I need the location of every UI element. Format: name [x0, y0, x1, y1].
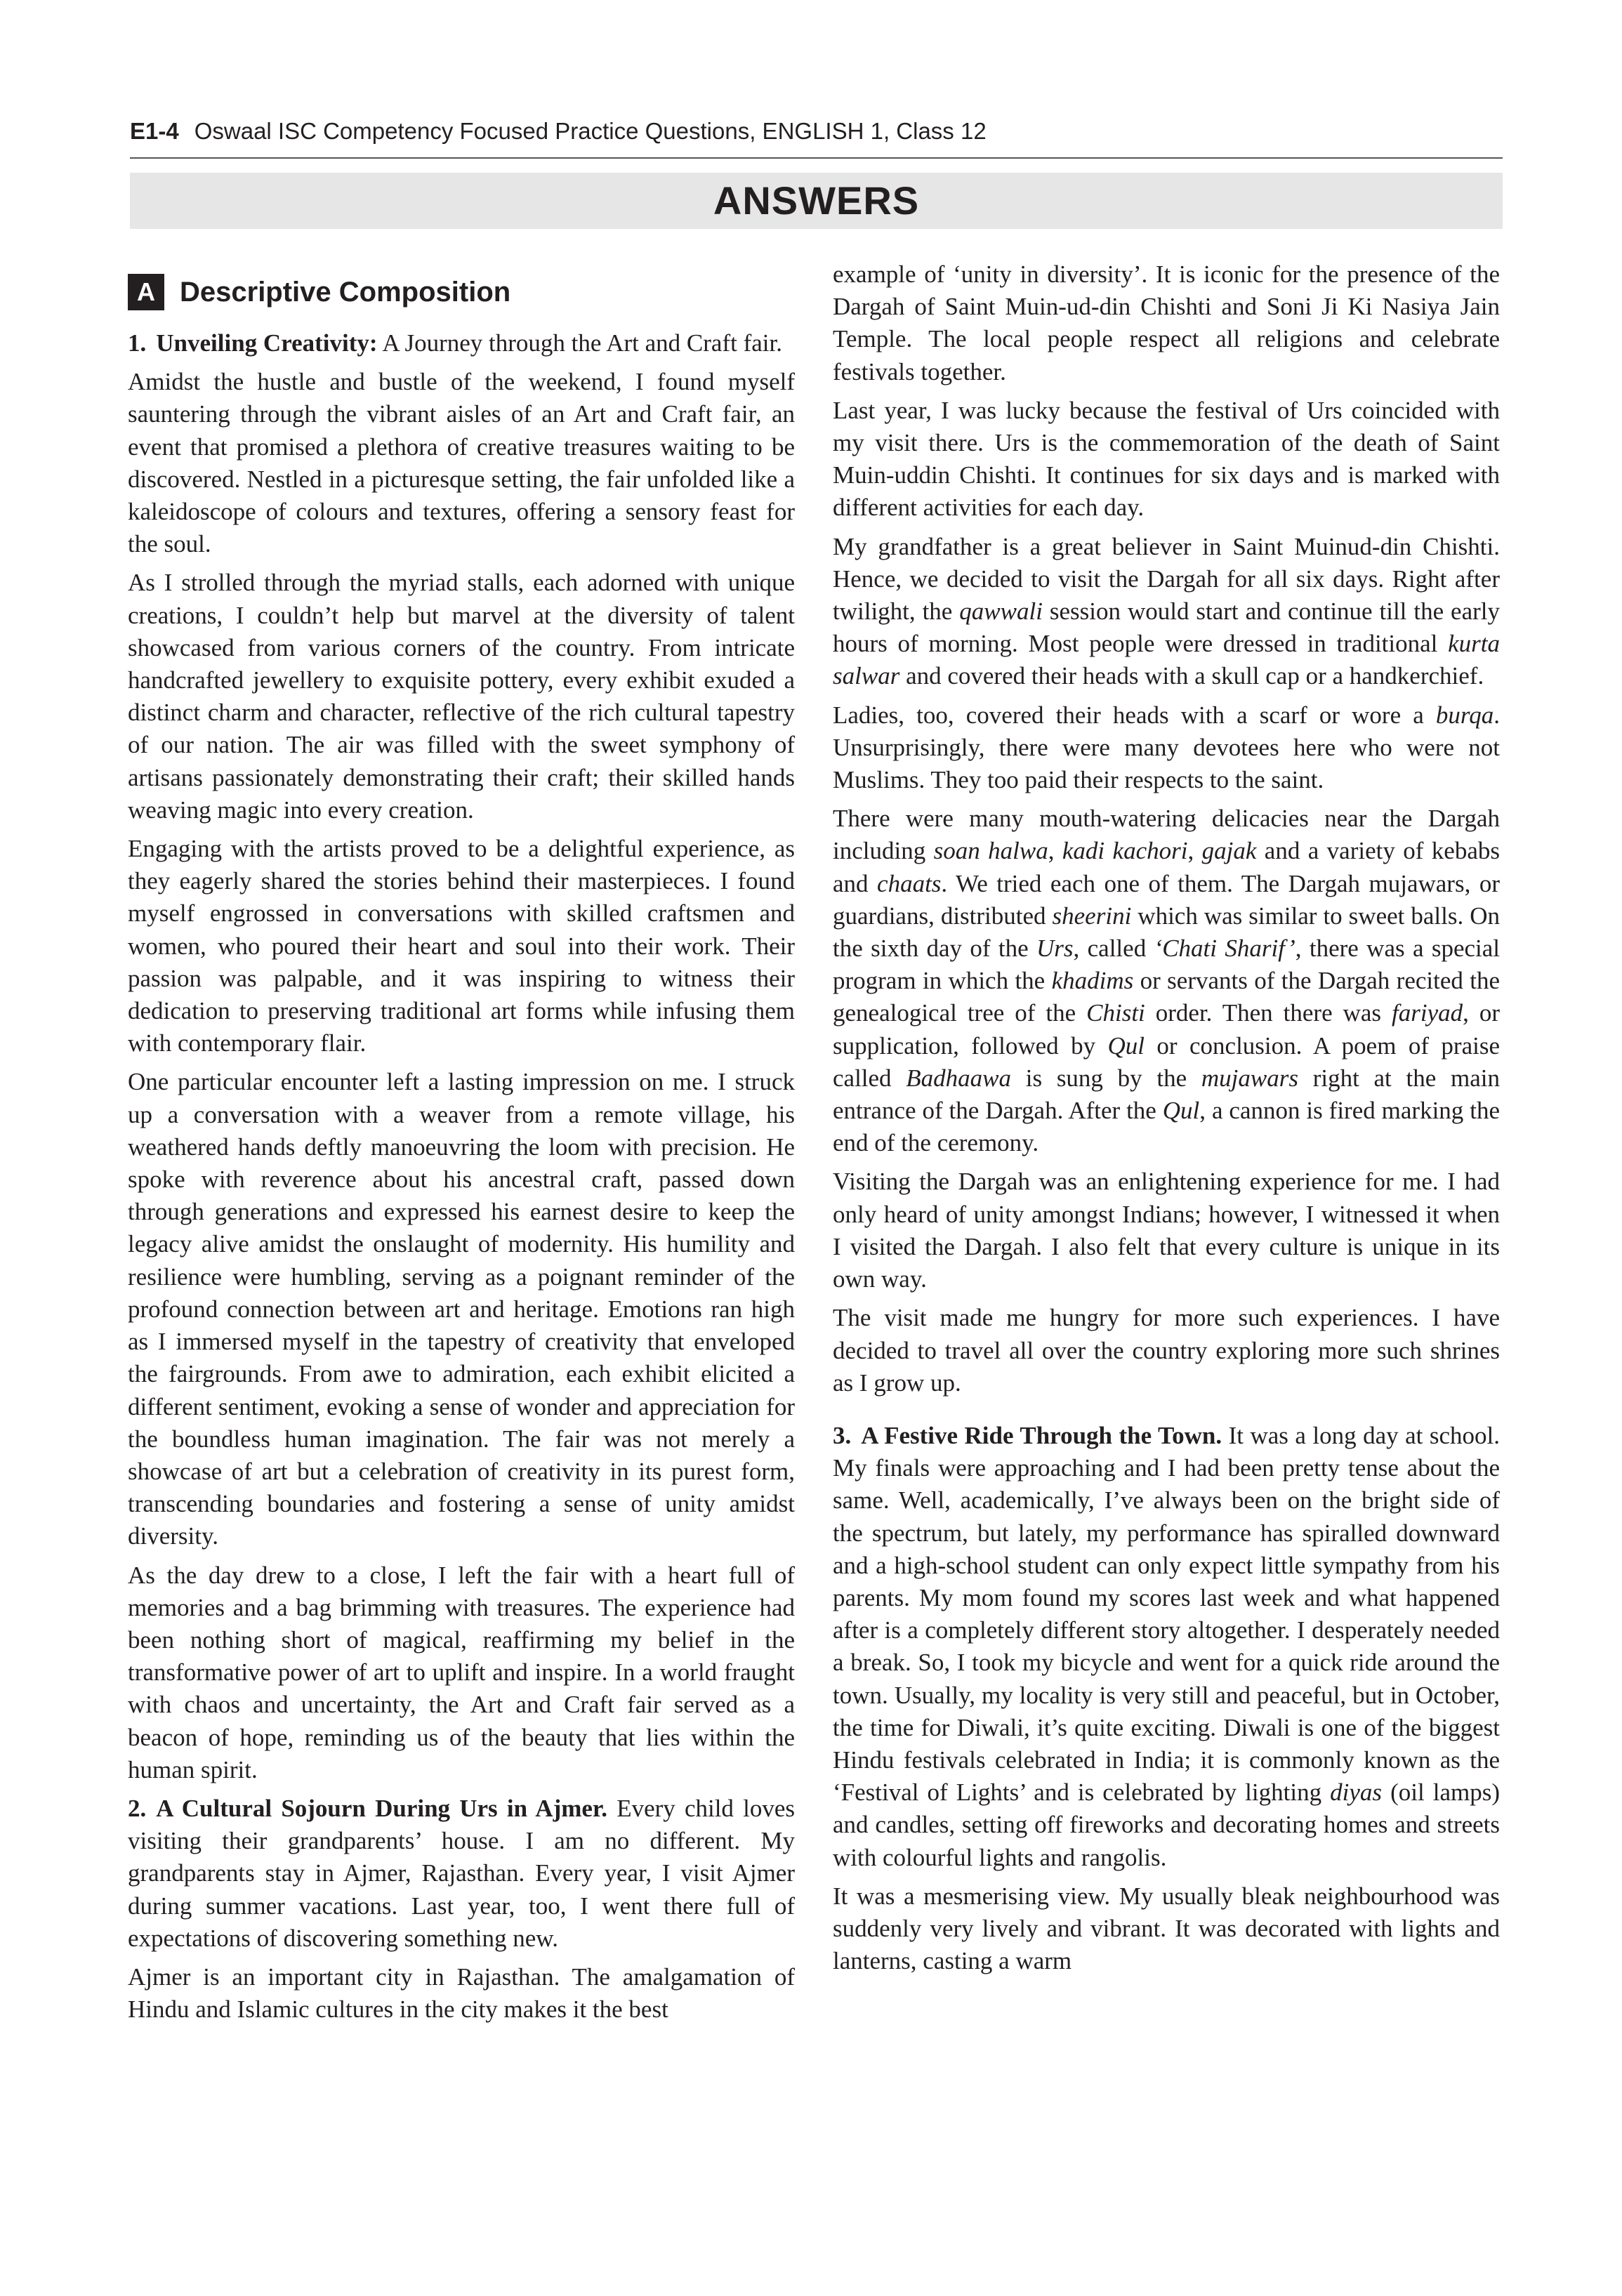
page-code: E1-4	[130, 118, 179, 144]
text-run: session would start and continue till the early hours of morning. Most people were dressed in traditional	[833, 598, 1500, 658]
italic-term: soan halwa	[933, 837, 1048, 865]
italic-term: fariyad	[1392, 999, 1463, 1027]
text-run: , or supplication, followed by	[833, 999, 1501, 1060]
text-run: . We tried each one of them. The Dargah mujawars, or guardians, distributed	[833, 869, 1500, 930]
q1-subtitle: A Journey through the Art and Craft fair.	[377, 329, 782, 357]
q2-number: 2.	[128, 1794, 147, 1822]
text-run: ,	[1187, 837, 1202, 865]
italic-term: chaats	[877, 869, 942, 897]
paragraph: Ajmer is an important city in Rajasthan. The amalgamation of Hindu and Islamic cultures in the city makes it the best	[128, 1962, 795, 2024]
paragraph	[833, 531, 1500, 693]
paragraph: Engaging with the artists proved to be a delightful experience, as they eagerly shared the stories behind their masterpieces. I found myself engrossed in conversations with skilled craftsmen and women, who poured their heart and soul into their work. Their passion was palpable, and it was inspiring to witness their dedication to preserving traditional art forms while infusing them with contemporary flair.	[128, 835, 795, 1057]
section-title: Descriptive Composition	[180, 276, 511, 308]
text-run: Ladies, too, covered their heads with a scarf or wore a	[833, 701, 1436, 729]
text-run: , there was a special program in which the	[833, 935, 1500, 995]
italic-term: ‘Chati Sharif’	[1154, 935, 1295, 963]
answers-band	[130, 173, 1503, 229]
text-run: It was a long day at school. My finals were approaching and I had been pretty tense about the same. Well, academically, I’ve always been on the bright side of the spectrum, but lately, my performance has spiralled downward and a high-school student can only expect little sympathy from his parents. My mom found my scores last week and what happened after is a completely different story altogether. I desperately needed a break. So, I took my bicycle and went for a quick ride around the town. Usually, my locality is very still and peaceful, but in October, the time for Diwali, it’s quite exciting. Diwali is one of the biggest Hindu festivals celebrated in India; it is commonly known as the ‘Festival of Lights’ and is celebrated by lighting	[833, 1421, 1500, 1807]
section-heading	[128, 272, 795, 312]
text-run: order. Then there was	[1145, 999, 1392, 1027]
text-run: and a variety of kebabs and	[833, 837, 1500, 897]
italic-term: Qul	[1162, 1097, 1200, 1125]
q2-title: A Cultural Sojourn During Urs in Ajmer.	[156, 1794, 607, 1822]
right-column	[833, 258, 1500, 1984]
answers-heading: ANSWERS	[713, 178, 920, 223]
paragraph	[833, 803, 1500, 1159]
italic-term: Chisti	[1086, 999, 1145, 1027]
section-badge: A	[128, 274, 164, 310]
text-run: ,	[1048, 837, 1062, 865]
italic-term: kurta salwar	[833, 630, 1500, 690]
italic-term: sheerini	[1052, 902, 1132, 930]
q3-title: A Festive Ride Through the Town.	[861, 1421, 1222, 1449]
text-run: is sung by the	[1011, 1064, 1201, 1092]
paragraph: Last year, I was lucky because the festival of Urs coincided with my visit there. Urs is the commemoration of the death of Saint Muin-uddin Chishti. It continues for six days and is marked with different activities for each day.	[833, 396, 1500, 522]
paragraph: As the day drew to a close, I left the fair with a heart full of memories and a bag brimming with treasures. The experience had been nothing short of magical, reaffirming my belief in the transformative power of art to uplift and inspire. In a world fraught with chaos and uncertainty, the Art and Craft fair served as a beacon of hope, reminding us of the beauty that lies within the human spirit.	[128, 1561, 795, 1783]
text-run: , a cannon is fired marking the end of the ceremony.	[833, 1097, 1500, 1157]
q1-number: 1.	[128, 329, 147, 357]
paragraph: As I strolled through the myriad stalls, each adorned with unique creations, I couldn’t help but marvel at the diversity of talent showcased from various corners of the country. From intricate handcrafted jewellery to exquisite pottery, every exhibit exuded a distinct charm and character, reflective of the rich cultural tapestry of our nation. The air was filled with the sweet symphony of artisans passionately demonstrating their craft; their skilled hands weaving magic into every creation.	[128, 569, 795, 824]
paragraph: One particular encounter left a lasting impression on me. I struck up a conversation with a weaver from a remote village, his weathered hands deftly manoeuvring the loom with precision. He spoke with reverence about his ancestral craft, passed down through generations and expressed his earnest desire to keep the legacy alive amidst the onslaught of modernity. His humility and resilience were humbling, serving as a poignant reminder of the profound connection between art and heritage. Emotions ran high as I immersed myself in the tapestry of creativity that enveloped the fairgrounds. From awe to admiration, each exhibit elicited a different sentiment, evoking a sense of wonder and appreciation for the boundless human imagination. The fair was not merely a showcase of art but a celebration of creativity in its purest form, transcending boundaries and fostering a sense of unity amidst diversity.	[128, 1068, 795, 1550]
text-run: right at the main entrance of the Dargah. After the	[833, 1064, 1500, 1125]
text-run: My grandfather is a great believer in Saint Muinud-din Chishti. Hence, we decided to visit the Dargah for all six days. Right after twilight, the	[833, 532, 1500, 626]
paragraph: Amidst the hustle and bustle of the weekend, I found myself sauntering through the vibrant aisles of an Art and Craft fair, an event that promised a plethora of creative treasures waiting to be discovered. Nestled in a picturesque setting, the fair unfolded like a kaleidoscope of colours and textures, offering a sensory feast for the soul.	[128, 368, 795, 558]
running-header	[130, 118, 1503, 159]
left-column	[128, 272, 795, 2032]
spacer	[833, 1406, 1500, 1420]
book-title: Oswaal ISC Competency Focused Practice Questions, ENGLISH 1, Class 12	[194, 118, 987, 144]
paragraph: Visiting the Dargah was an enlightening experience for me. I had only heard of unity amongst Indians; however, I witnessed it when I visited the Dargah. I also felt that every culture is unique in its own way.	[833, 1168, 1500, 1293]
text-run: or conclusion. A poem of praise called	[833, 1031, 1500, 1092]
italic-term: mujawars	[1201, 1064, 1298, 1092]
paragraph: It was a mesmerising view. My usually bleak neighbourhood was suddenly very lively and vibrant. It was decorated with lights and lanterns, casting a warm	[833, 1882, 1500, 1975]
italic-term: Qul	[1107, 1031, 1145, 1060]
question-2	[128, 1793, 795, 1955]
italic-term: Urs	[1036, 935, 1074, 963]
q3-number: 3.	[833, 1421, 852, 1449]
paragraph	[833, 699, 1500, 797]
italic-term: Badhaawa	[906, 1064, 1012, 1092]
text-run: which was similar to sweet balls. On the sixth day of the	[833, 902, 1501, 963]
italic-term: diyas	[1330, 1779, 1383, 1807]
text-run: There were many mouth-watering delicacies near the Dargah including	[833, 805, 1500, 865]
italic-term: gajak	[1201, 837, 1257, 865]
italic-term: kadi kachori	[1062, 837, 1188, 865]
text-run: , called	[1073, 935, 1154, 963]
paragraph: example of ‘unity in diversity’. It is iconic for the presence of the Dargah of Saint Muin-ud-din Chishti and Soni Ji Ki Nasiya Jain Temple. The local people respect all religions and celebrate festivals together.	[833, 260, 1500, 385]
question-1	[128, 327, 795, 359]
question-3	[833, 1420, 1500, 1874]
text-run: (oil lamps) and candles, setting off fireworks and decorating homes and streets with colourful lights and rangolis.	[833, 1779, 1500, 1871]
italic-term: qawwali	[959, 598, 1043, 626]
italic-term: burqa	[1435, 701, 1494, 729]
text-run: . Unsurprisingly, there were many devotees here who were not Muslims. They too paid their respects to the saint.	[833, 701, 1500, 794]
italic-term: khadims	[1051, 967, 1134, 995]
text-run: and covered their heads with a skull cap or a handkerchief.	[899, 662, 1484, 690]
text-run: or servants of the Dargah recited the genealogical tree of the	[833, 967, 1501, 1027]
paragraph: The visit made me hungry for more such experiences. I have decided to travel all over the country exploring more such shrines as I grow up.	[833, 1304, 1500, 1397]
q1-title: Unveiling Creativity:	[156, 329, 378, 357]
q2-text: Every child loves visiting their grandparents’ house. I am no different. My grandparents stay in Ajmer, Rajasthan. Every year, I visit Ajmer during summer vacations. Last year, too, I went there full of expectations of discovering something new.	[128, 1794, 795, 1952]
